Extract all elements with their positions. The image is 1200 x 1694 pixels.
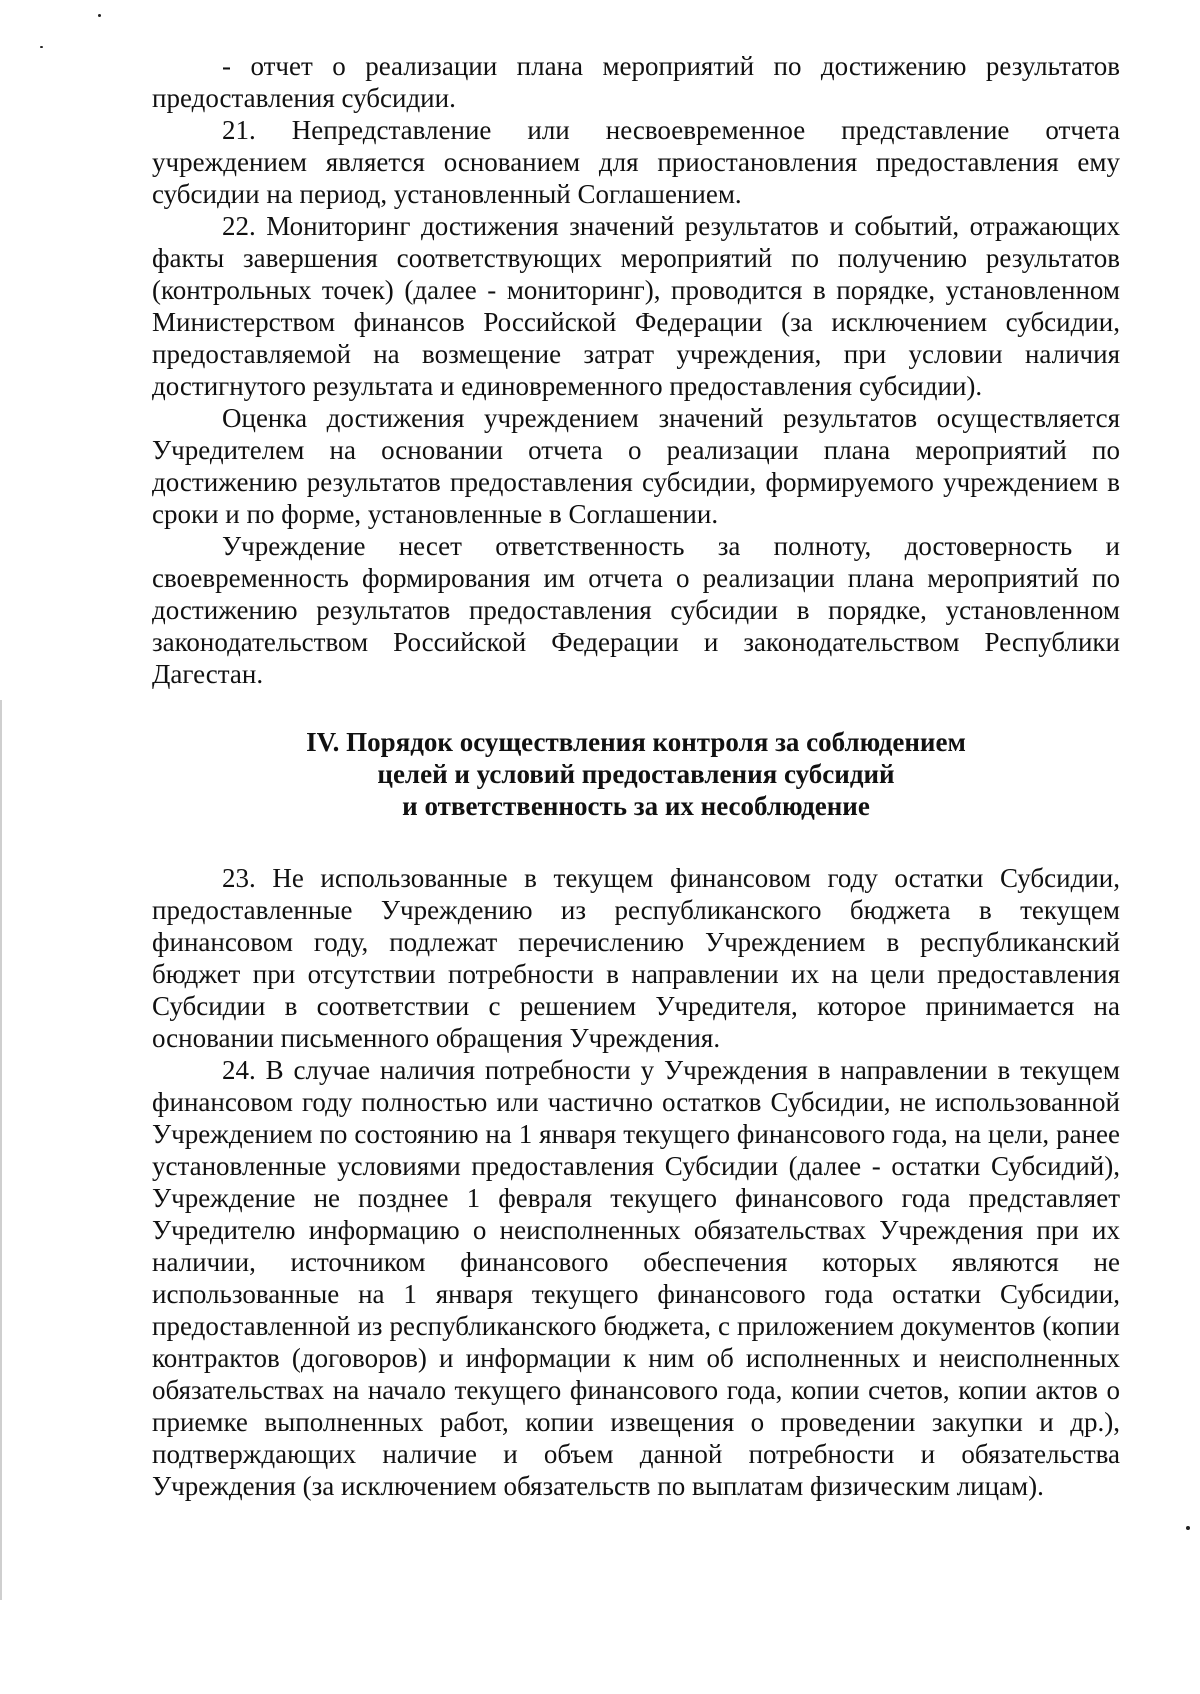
scan-speck <box>40 46 43 48</box>
scan-speck <box>1186 1526 1190 1530</box>
paragraph-22: 22. Мониторинг достижения значений результатов и событий, отражающих факты завершения соответствующих мероприятий по получению результатов (контрольных точек) (далее - мониторинг), проводится в порядке, установленном Министерством финансов Российской Федерации (за исключением субсидии, предоставляемой на возмещение затрат учреждения, при условии наличия достигнутого результата и единовременного предоставления субсидии). <box>152 211 1120 401</box>
document-body <box>152 50 1120 1502</box>
scan-speck <box>98 14 101 17</box>
paragraph-21: 21. Непредставление или несвоевременное представление отчета учреждением является основанием для приостановления предоставления ему субсидии на период, установленный Соглашением. <box>152 115 1120 209</box>
paragraph-report-item: - отчет о реализации плана мероприятий по достижению результатов предоставления субсидии. <box>152 51 1120 113</box>
scan-edge-shadow <box>0 700 2 1600</box>
paragraph-responsibility: Учреждение несет ответственность за полноту, достоверность и своевременность формирования им отчета о реализации плана мероприятий по достижению результатов предоставления субсидии в порядке, установленном законодательством Российской Федерации и законодательством Республики Дагестан. <box>152 531 1120 689</box>
paragraph-evaluation: Оценка достижения учреждением значений результатов осуществляется Учредителем на основании отчета о реализации плана мероприятий по достижению результатов предоставления субсидии, формируемого учреждением в сроки и по форме, установленные в Соглашении. <box>152 403 1120 529</box>
section-title-line-2: целей и условий предоставления субсидий <box>377 759 895 789</box>
paragraph-24: 24. В случае наличия потребности у Учреждения в направлении в текущем финансовом году полностью или частично остатков Субсидии, не использованной Учреждением по состоянию на 1 января текущего финансового года, на цели, ранее установленные условиями предоставления Субсидии (далее - остатки Субсидий), Учреждение не позднее 1 февраля текущего финансового года представляет Учредителю информацию о неисполненных обязательствах Учреждения при их наличии, источником финансового обеспечения которых являются не использованные на 1 января текущего финансового года остатки Субсидии, предоставленной из республиканского бюджета, с приложением документов (копии контрактов (договоров) и информации к ним об исполненных и неисполненных обязательствах на начало текущего финансового года, копии счетов, копии актов о приемке выполненных работ, копии извещения о проведении закупки и др.), подтверждающих наличие и объем данной потребности и обязательства Учреждения (за исключением обязательств по выплатам физическим лицам). <box>152 1055 1120 1501</box>
paragraph-23: 23. Не использованные в текущем финансовом году остатки Субсидии, предоставленные Учреждению из республиканского бюджета в текущем финансовом году, подлежат перечислению Учреждением в республиканский бюджет при отсутствии потребности в направлении их на цели предоставления Субсидии в соответствии с решением Учредителя, которое принимается на основании письменного обращения Учреждения. <box>152 863 1120 1053</box>
section-title-line-3: и ответственность за их несоблюдение <box>402 791 870 821</box>
section-title-line-1: IV. Порядок осуществления контроля за соблюдением <box>306 727 966 757</box>
section-title <box>152 726 1120 822</box>
